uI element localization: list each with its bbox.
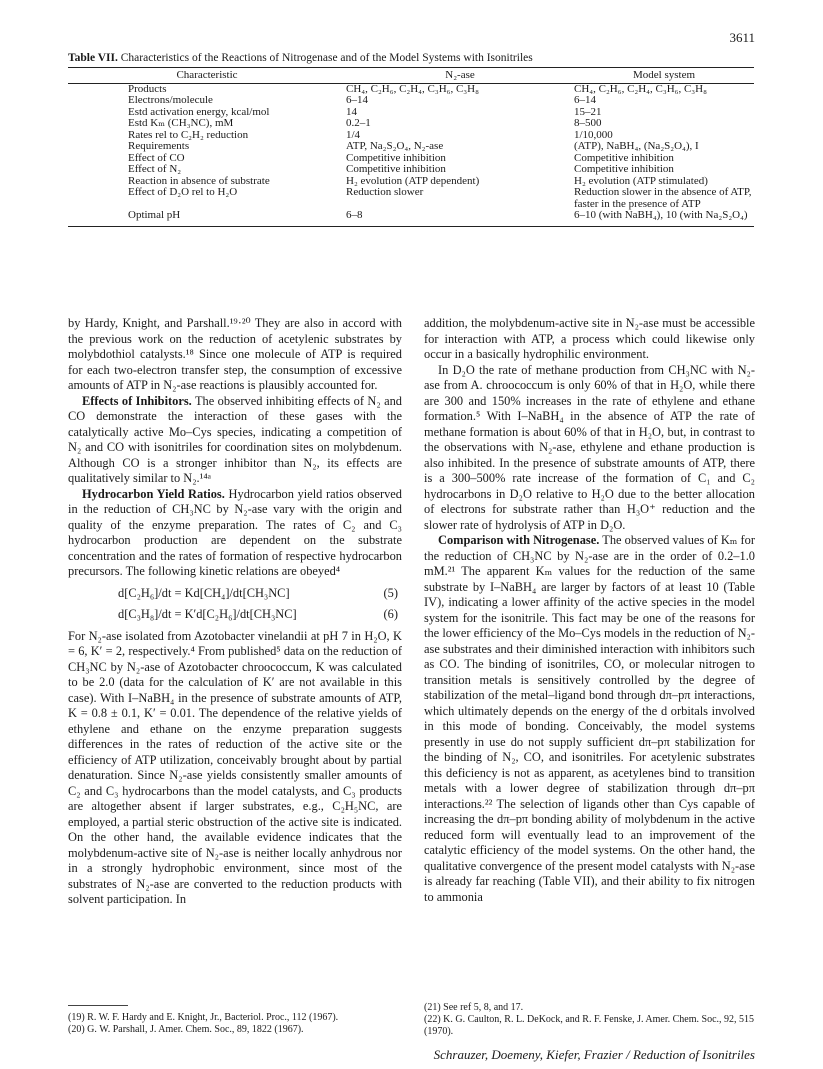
table-row [68,141,754,153]
cell-model-system: 6–14 [574,94,596,106]
footnote: (21) See ref 5, 8, and 17. [424,1002,524,1013]
cell-model-system: CH₄, C₂H₆, C₂H₄, C₃H₆, C₃H₈ [574,82,707,95]
cell-characteristic: Reaction in absence of substrate [128,174,270,187]
equation-number: (6) [383,607,398,621]
cell-n2ase: H₂ evolution (ATP dependent) [346,174,480,187]
table-row [68,210,754,226]
paragraph [68,394,402,487]
cell-n2ase: 6–14 [346,94,368,106]
footnote-rule [68,1005,128,1006]
cell-n2ase: 6–8 [346,210,574,226]
table-label: Table VII. [68,52,118,64]
paragraph [68,487,402,580]
cell-n2ase: 1/4 [346,128,361,141]
footnotes-right [424,1002,755,1038]
cell-n2ase: Competitive inhibition [346,163,446,175]
cell-n2ase: Competitive inhibition [346,151,446,164]
cell-characteristic: Estd Kₘ (CH₃NC), mM [128,117,234,129]
cell-characteristic: Estd activation energy, kcal/mol [128,105,270,118]
header-n2ase: N₂-ase [346,68,574,84]
paragraph-text: The observed values of Kₘ for the reduction of CH₃NC by N₂-ase are in the order of 0.2–1.0 mM.²¹ The apparent Kₘ values for the reduction of the same substrate by I–NaBH₄ are larger by factors of at least 10 (Table IV), indicating a lower affinity of the active species in the model system for the isonitrile. This fact may be one of the reasons for the lower efficiency of the Mo–Cys models in the reduction of N₂-ase substrates and their diminished interaction with inhibitors such as CO. The binding of isonitriles, CO, or molecular nitrogen to transition metals is sensitively controlled by the degree of stabilization of the metal–ligand bond through dπ–pπ interactions, which ultimately depends on the energy of the d orbitals involved in this mode of bonding. Conceivably, the model systems presently in use do not supply sufficient dπ–pπ stabilization for the binding of N₂, CO, and isonitriles. For acetylenic substrates this deficiency is not as apparent, as acetylenes bind to transition metals with a lower degree of stabilization through dπ–pπ interactions.²² The selection of ligands other than Cys capable of increasing the dπ–pπ bonding ability of molybdenum in the active reduced form will eventually lead to an improvement of the catalytic efficiency of the model systems. On the other hand, the qualitative convergence of the present model catalysts with N₂-ase is already far reaching (Table VII), and their ability to fix nitrogen to ammonia [424,533,755,904]
cell-n2ase: CH₄, C₂H₆, C₂H₄, C₃H₆, C₃H₈ [346,82,479,95]
table-body [68,83,754,226]
cell-characteristic: Electrons/molecule [128,94,213,106]
cell-model-system: (ATP), NaBH₄, (Na₂S₂O₄), I [574,140,699,152]
cell-model-system: Competitive inhibition [574,163,674,175]
section-heading: Comparison with Nitrogenase. [438,533,600,547]
page-number: 3611 [729,30,755,45]
table-row [68,187,754,210]
characteristics-table [68,67,754,227]
paragraph: by Hardy, Knight, and Parshall.¹⁹·²⁰ They are also in accord with the previous work on the reduction of acetylenic substrates by molybdothiol catalysts.¹⁸ Since one molecule of ATP is required for each two-electron transfer step, the consumption of excessive amounts of ATP in N₂-ase reactions is plausibly accounted for. [68,316,402,392]
paragraph [424,533,755,905]
cell-n2ase: ATP, Na₂S₂O₄, N₂-ase [346,140,444,152]
cell-characteristic: Requirements [128,140,190,152]
running-footer: Schrauzer, Doemeny, Kiefer, Frazier / Reduction of Isonitriles [433,1047,755,1062]
header-characteristic: Characteristic [68,68,346,84]
table-row [68,118,754,130]
paragraph: In D₂O the rate of methane production from CH₃NC with N₂-ase from A. chroococcum is only 60% of that in H₂O, while there are 300 and 150% increases in the rate of ethylene and ethane formation.⁵ With I–NaBH₄ in the absence of ATP the rate of methane formation is about 60% of that in H₂O, but, in contrast to the observations with N₂-ase, ethylene and ethane production is also inhibited. In the presence of substrate amounts of ATP, there is a 300–500% rate increase of the formation of C₁ and C₂ hydrocarbons in D₂O relative to H₂O due to the better allocation of electrons for substrate rather than H₃O⁺ reduction and the slower rate of hydrolysis of ATP in D₂O. [424,362,755,532]
cell-model-system: 6–10 (with NaBH₄), 10 (with Na₂S₂O₄) [574,210,754,226]
equation-5 [68,586,402,602]
cell-n2ase: 0.2–1 [346,117,371,129]
right-column [424,316,755,905]
paragraph-text: The observed inhibiting effects of N₂ and CO demonstrate the interaction of these gases with the catalytically active Mo–Cys species, indicating a competition of N₂ and CO with isonitriles for coordination sites on molybdenum. Although CO is a stronger inhibitor than N₂, its effects are qualitatively similar to N₂.¹⁴ᵃ [68,393,403,485]
left-column [68,316,402,908]
cell-model-system: Competitive inhibition [574,151,674,164]
equation-text: d[C₃H₈]/dt = K′d[C₂H₆]/dt[CH₃NC] [118,607,297,621]
paragraph: For N₂-ase isolated from Azotobacter vinelandii at pH 7 in H₂O, K = 6, K′ = 2, respectively.⁴ From published⁵ data on the reduction of CH₃NC by N₂-ase of Azotobacter chroococcum, K was calculated to be 2.0 (data for the calculation of K′ are not available in this case). With I–NaBH₄ in the presence of substrate amounts of ATP, K = 0.8 ± 0.1, K′ = 0.01. The dependence of the relative yields of ethylene and ethane on the enzyme preparation suggests differences in the rates of reduction of the active site or the efficiency of ATP utilization, conceivably brought about by partial denaturation. Since N₂-ase yields consistently smaller amounts of C₂ and C₃ hydrocarbons than the model catalysts, and C₃ products are altogether absent if larger substrates, e.g., C₂H₅NC, are employed, a partial steric obstruction of the active site is indicated. On the other hand, the available evidence indicates that the molybdenum-active site of N₂-ase is neither locally anhydrous nor in a strongly hydrophobic environment, since most of the substrates of N₂-ase are converted to the reduction products with solvent participation. In [68,628,402,906]
cell-n2ase: 14 [346,105,357,118]
equation-text: d[C₂H₆]/dt = Kd[CH₄]/dt[CH₃NC] [118,585,290,600]
cell-characteristic: Effect of CO [128,151,185,164]
cell-characteristic: Effect of N₂ [128,163,182,175]
table-vii [68,52,754,227]
section-heading: Effects of Inhibitors. [82,393,192,408]
cell-n2ase: Reduction slower [346,186,424,198]
table-caption [68,52,754,64]
cell-model-system: Reduction slower in the absence of ATP, faster in the presence of ATP [574,186,752,210]
cell-characteristic: Products [128,82,167,95]
cell-characteristic: Optimal pH [68,210,346,226]
footnote: (22) K. G. Caulton, R. L. DeKock, and R. F. Fenske, J. Amer. Chem. Soc., 92, 515 (1970). [424,1014,755,1037]
paragraph-text: Hydrocarbon yield ratios observed in the reduction of CH₃NC by N₂-ase vary with the origin and quality of the enzyme preparation. The rates of C₂ and C₃ hydrocarbon production are dependent on the substrate concentration and the rates of formation of respective hydrocarbon precursors. The following kinetic relations are obeyed⁴ [68,486,402,578]
footnote: (19) R. W. F. Hardy and E. Knight, Jr., Bacteriol. Proc., 112 (1967). [68,1012,339,1023]
cell-model-system: H₂ evolution (ATP stimulated) [574,174,708,187]
footnote: (20) G. W. Parshall, J. Amer. Chem. Soc., 89, 1822 (1967). [68,1024,304,1035]
cell-model-system: 15–21 [574,105,602,118]
table-row [68,164,754,176]
footnotes-left [68,1012,402,1036]
section-heading: Hydrocarbon Yield Ratios. [82,486,225,501]
paragraph: addition, the molybdenum-active site in N₂-ase must be accessible for interaction with ATP, a process which could likewise only occur in a basically hydrophilic environment. [424,316,755,361]
equation-6 [68,607,402,623]
equation-number: (5) [383,585,398,600]
header-model-system: Model system [574,68,754,84]
cell-model-system: 1/10,000 [574,128,613,141]
cell-characteristic: Rates rel to C₂H₂ reduction [128,128,249,141]
table-row [68,95,754,107]
table-header-row [68,68,754,84]
table-caption-text: Characteristics of the Reactions of Nitrogenase and of the Model Systems with Isonitriles [120,52,533,64]
cell-characteristic: Effect of D₂O rel to H₂O [128,186,238,198]
cell-model-system: 8–500 [574,117,602,129]
